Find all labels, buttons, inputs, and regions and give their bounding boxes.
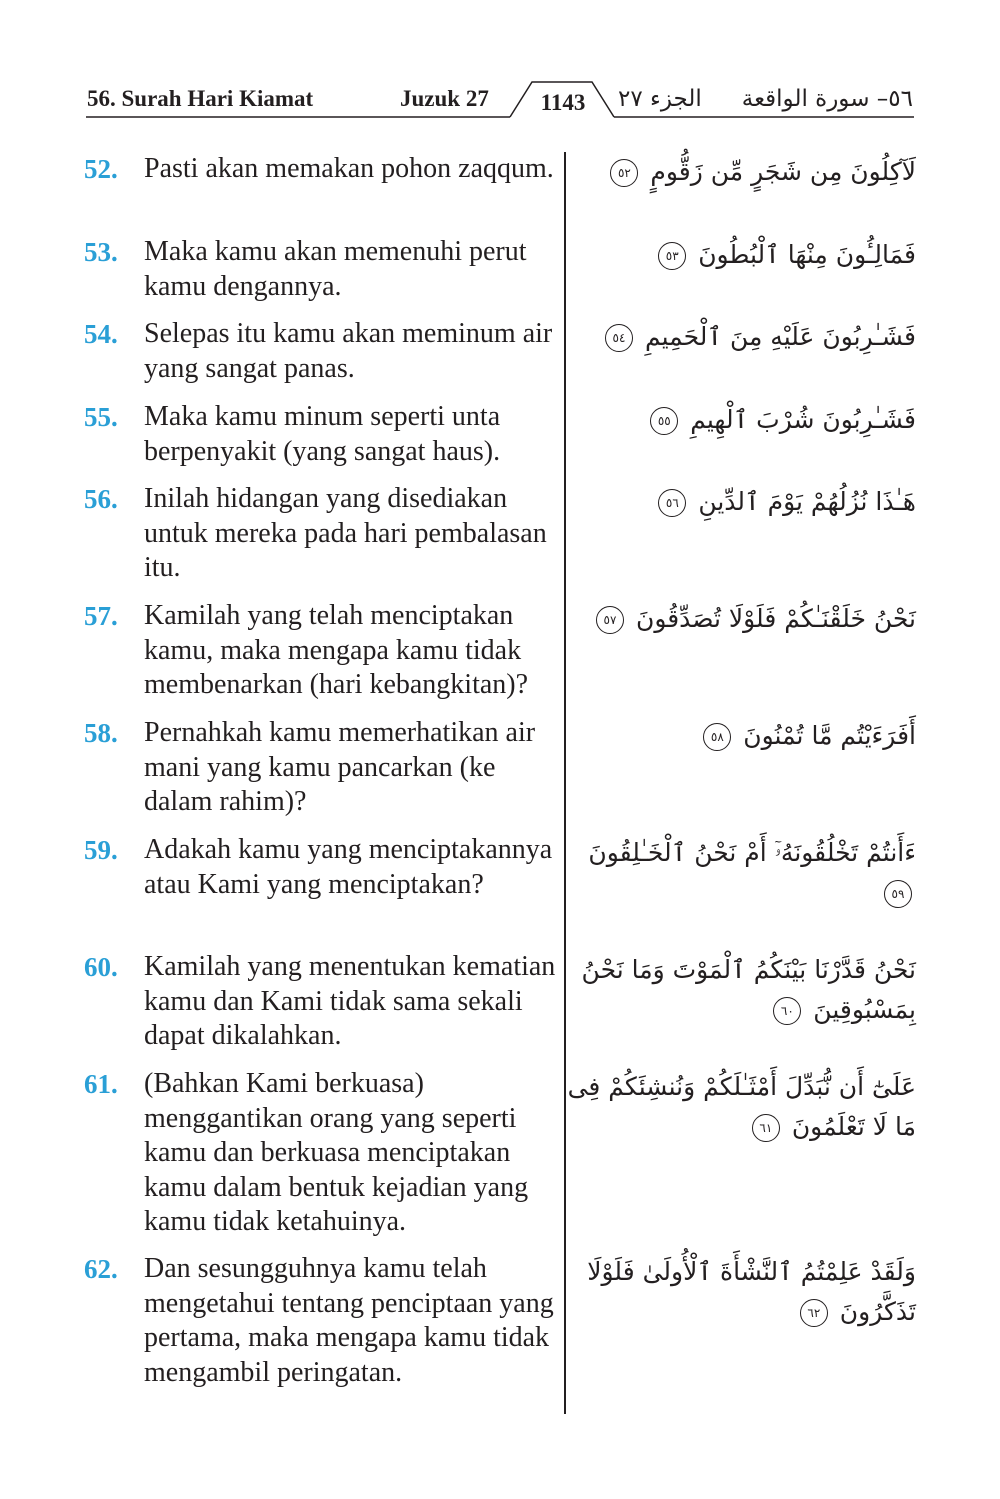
verse-arabic — [556, 833, 916, 913]
arabic-text: فَمَالِـُٔونَ مِنْهَا ٱلْبُطُونَ — [698, 240, 916, 269]
arabic-text: فَشَـٰرِبُونَ شُرْبَ ٱلْهِيمِ — [690, 405, 916, 434]
verse-number: 59. — [84, 835, 118, 865]
verse-translation: Adakah kamu yang menciptakannya atau Kami yang menciptakan? — [144, 834, 553, 900]
verse-arabic — [556, 152, 916, 192]
arabic-text: هَـٰذَا نُزُلُهُمْ يَوْمَ ٱلدِّينِ — [698, 487, 916, 516]
verse-arabic — [556, 317, 916, 357]
ayah-marker-icon: ٥٣ — [658, 242, 686, 270]
verse-translation: Pernahkah kamu memerhatikan air mani yang kamu pancarkan (ke dalam rahim)? — [144, 717, 536, 817]
ayah-marker-icon: ٥٢ — [610, 159, 638, 187]
verse-translation: Maka kamu minum seperti unta berpenyakit (yang sangat haus). — [144, 401, 501, 467]
arabic-text: أَفَرَءَيْتُم مَّا تُمْنُونَ — [743, 721, 916, 750]
verse-translation: Pasti akan memakan pohon zaqqum. — [144, 153, 554, 184]
verse-translation: Kamilah yang telah menciptakan kamu, maka mengapa kamu tidak membenarkan (hari kebangkitan)? — [144, 600, 529, 700]
verse-arabic — [556, 235, 916, 275]
ayah-marker-icon: ٦١ — [752, 1114, 780, 1142]
verse-number: 54. — [84, 319, 118, 349]
page-number: 1143 — [540, 90, 586, 115]
verse-translation: Selepas itu kamu akan meminum air yang sangat panas. — [144, 318, 553, 384]
arabic-text: عَلَىٰٓ أَن نُّبَدِّلَ أَمْثَـٰلَكُمْ وَنُنشِئَكُمْ فِى مَا لَا تَعْلَمُونَ — [567, 1072, 916, 1141]
ayah-marker-icon: ٥٤ — [605, 324, 633, 352]
verse-arabic — [556, 482, 916, 522]
verse-translation: Dan sesungguhnya kamu telah mengetahui tentang penciptaan yang pertama, maka mengapa kamu tidak mengambil peringatan. — [144, 1253, 554, 1388]
surah-title-latin: 56. Surah Hari Kiamat — [87, 86, 314, 111]
verse-arabic — [556, 1252, 916, 1332]
verse-number: 52. — [84, 154, 118, 184]
verse-translation: Kamilah yang menentukan kematian kamu dan Kami tidak sama sekali dapat dikalahkan. — [144, 951, 556, 1051]
arabic-text: ءَأَنتُمْ تَخْلُقُونَهُۥٓ أَمْ نَحْنُ ٱلْخَـٰلِقُونَ — [588, 838, 916, 867]
arabic-text: فَشَـٰرِبُونَ عَلَيْهِ مِنَ ٱلْحَمِيمِ — [644, 322, 916, 351]
verse-arabic — [556, 400, 916, 440]
ayah-marker-icon: ٥٩ — [884, 880, 912, 908]
juz-label-arabic: الجزء ٢٧ — [618, 86, 702, 112]
verse-arabic — [556, 950, 916, 1030]
ayah-marker-icon: ٥٥ — [650, 407, 678, 435]
verse-arabic — [556, 1067, 916, 1147]
verse-number: 60. — [84, 952, 118, 982]
verse-arabic — [556, 716, 916, 756]
verse-translation: Maka kamu akan memenuhi perut kamu dengannya. — [144, 236, 527, 302]
arabic-text: نَحْنُ قَدَّرْنَا بَيْنَكُمُ ٱلْمَوْتَ وَمَا نَحْنُ بِمَسْبُوقِينَ — [581, 955, 916, 1024]
verse-number: 53. — [84, 237, 118, 267]
verse-number: 62. — [84, 1254, 118, 1284]
verse-translation: Inilah hidangan yang disediakan untuk mereka pada hari pembalasan itu. — [144, 483, 547, 583]
ayah-marker-icon: ٥٦ — [658, 489, 686, 517]
verse-translation: (Bahkan Kami berkuasa) menggantikan orang yang seperti kamu dan berkuasa menciptakan kamu dalam bentuk kejadian yang kamu tidak ketahuinya. — [144, 1068, 529, 1237]
verse-arabic — [556, 599, 916, 639]
arabic-text: وَلَقَدْ عَلِمْتُمُ ٱلنَّشْأَةَ ٱلْأُولَىٰ فَلَوْلَا تَذَكَّرُونَ — [587, 1257, 916, 1326]
verse-number: 55. — [84, 402, 118, 432]
ayah-marker-icon: ٦٢ — [800, 1299, 828, 1327]
surah-title-arabic: ٥٦– سورة الواقعة — [741, 86, 913, 112]
ayah-marker-icon: ٥٨ — [703, 723, 731, 751]
page-header — [0, 0, 1000, 130]
ayah-marker-icon: ٦٠ — [773, 997, 801, 1025]
ayah-marker-icon: ٥٧ — [596, 606, 624, 634]
verse-number: 56. — [84, 484, 118, 514]
arabic-text: لَآكِلُونَ مِن شَجَرٍ مِّن زَقُّومٍ — [650, 157, 916, 186]
verse-number: 61. — [84, 1069, 118, 1099]
verse-number: 58. — [84, 718, 118, 748]
arabic-text: نَحْنُ خَلَقْنَـٰكُمْ فَلَوْلَا تُصَدِّقُونَ — [635, 604, 916, 633]
verse-number: 57. — [84, 601, 118, 631]
juz-label-latin: Juzuk 27 — [400, 86, 489, 111]
